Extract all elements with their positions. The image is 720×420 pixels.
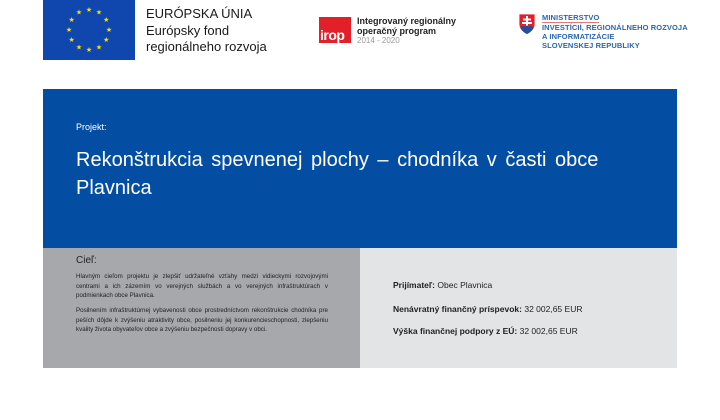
irop-logo-text: irop <box>320 27 345 43</box>
eu-support-value: 32 002,65 EUR <box>519 326 578 336</box>
recipient-row <box>393 280 492 290</box>
eu-support-label: Výška finančnej podpory z EÚ: <box>393 326 518 336</box>
svg-text:★: ★ <box>105 27 113 34</box>
eu-support-row <box>393 326 578 336</box>
info-panel <box>360 248 677 368</box>
irop-logo <box>319 17 351 43</box>
svg-text:★: ★ <box>95 9 103 17</box>
svg-text:★: ★ <box>85 47 93 54</box>
svg-text:★: ★ <box>103 37 110 44</box>
svg-text:★: ★ <box>75 9 83 17</box>
svg-text:★: ★ <box>68 17 75 24</box>
svg-text:★: ★ <box>75 44 83 52</box>
irop-line1: Integrovaný regionálny <box>357 16 457 26</box>
svg-text:★: ★ <box>65 27 73 34</box>
eu-line1: EURÓPSKA ÚNIA <box>146 6 253 21</box>
grant-row <box>393 304 582 314</box>
irop-years: 2014 - 2020 <box>357 36 400 45</box>
irop-line2: operačný program <box>357 26 437 36</box>
eu-fund-text <box>146 6 267 56</box>
irop-program-text <box>357 16 456 46</box>
project-panel <box>43 89 677 248</box>
recipient-value: Obec Plavnica <box>437 280 493 290</box>
grant-value: 32 002,65 EUR <box>524 304 583 314</box>
eu-stars-icon <box>43 0 135 60</box>
recipient-label: Prijímateľ: <box>393 280 436 290</box>
eu-line2: Európsky fond <box>146 22 230 38</box>
grant-label: Nenávratný finančný príspevok: <box>393 304 522 314</box>
project-label: Projekt: <box>76 122 107 132</box>
svg-text:★: ★ <box>68 37 75 44</box>
goal-title: Cieľ: <box>76 255 97 266</box>
goal-paragraph-1: Hlavným cieľom projektu je zlepšiť udržateľné vzťahy medzi vidieckymi rozvojovými centrami a ich zázemím vo verejných službách a vo verejných infraštruktúrach v podmienkach obce Plavnica. <box>76 273 328 299</box>
project-title: Rekonštrukcia spevnenej plochy – chodníka v časti obce Plavnica <box>76 149 599 199</box>
ministry-line4: SLOVENSKEJ REPUBLIKY <box>542 41 640 50</box>
ministry-line1: MINISTERSTVO <box>542 13 600 22</box>
ministry-text <box>542 13 688 50</box>
ministry-line2: INVESTÍCIÍ, REGIONÁLNEHO ROZVOJA <box>542 23 688 32</box>
eu-flag-logo <box>43 0 135 60</box>
svg-text:★: ★ <box>103 17 110 24</box>
svg-text:★: ★ <box>85 7 93 14</box>
ministry-line3: A INFORMATIZÁCIE <box>542 32 615 41</box>
svg-text:★: ★ <box>95 44 103 52</box>
slovak-coat-of-arms-icon <box>518 13 536 35</box>
goal-paragraph-2: Posilnením infraštruktúrnej vybavenosti obce prostredníctvom rekonštrukcie chodníka pre peších dôjde k zvýšeniu atraktivity obce, posilneniu jej konkurencieschopnosti, zlepšeniu kvality života obyvateľov obce a zvýšeniu bezpečnosti dopravy v obci. <box>76 307 328 333</box>
eu-line3: regionálneho rozvoja <box>146 39 267 54</box>
goal-panel <box>43 248 360 368</box>
